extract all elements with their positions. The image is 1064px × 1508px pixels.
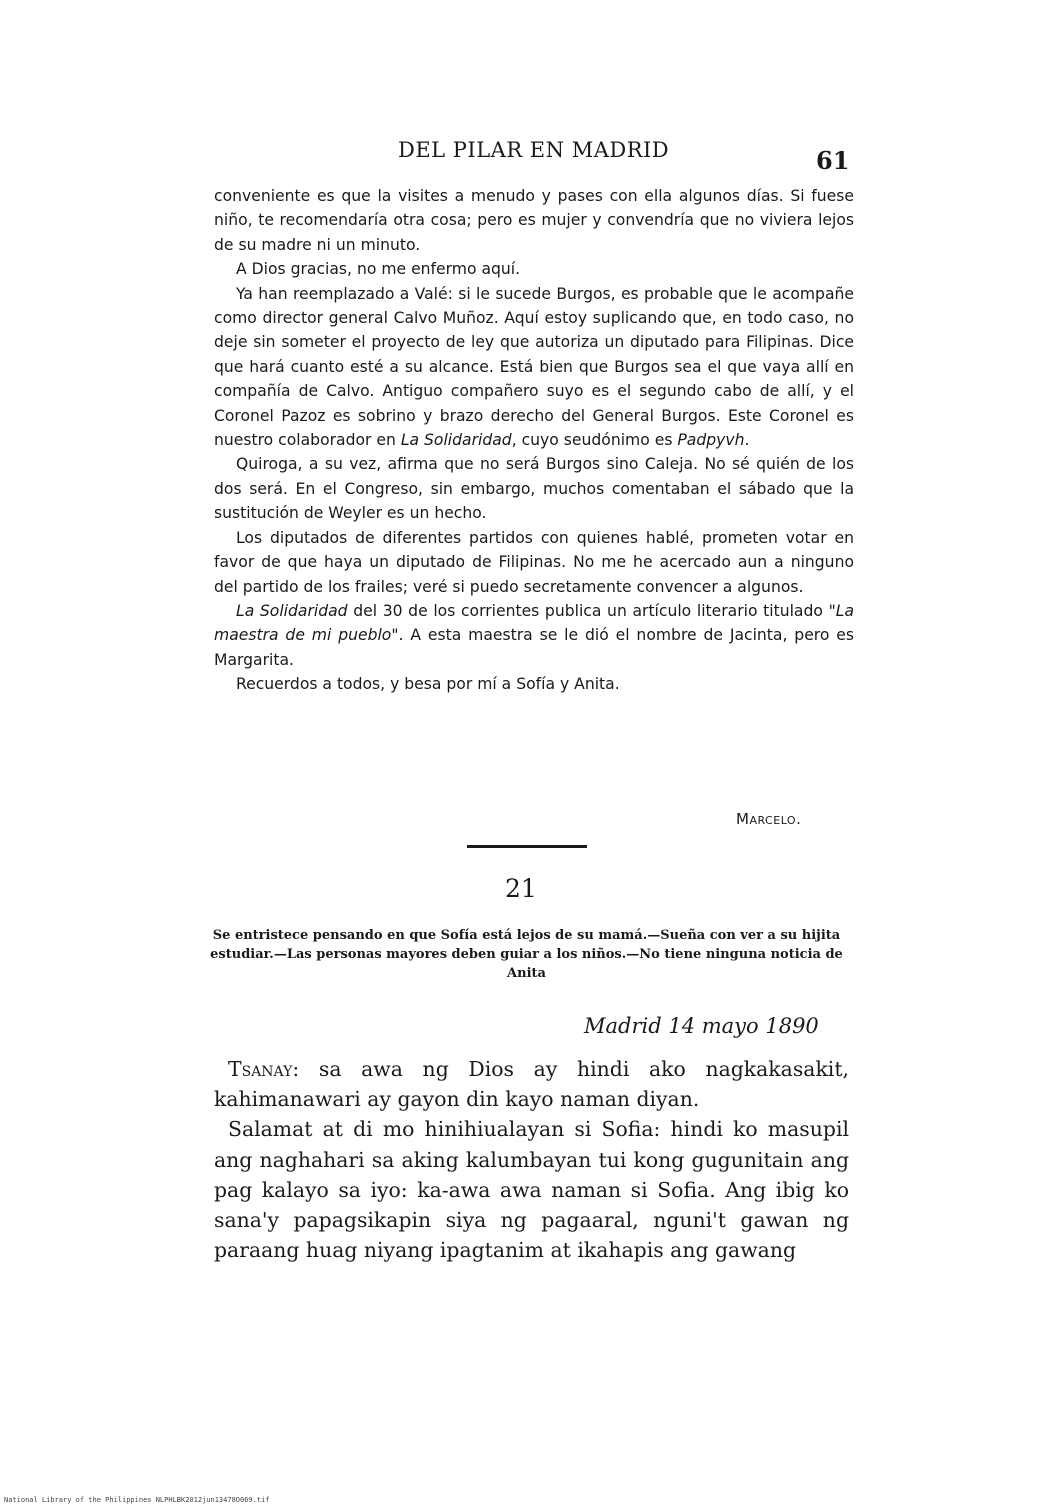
paragraph-text: : sa awa ng Dios ay hindi ako nagkakasakit, kahimanawari ay gayon din kayo naman diyan. [214,1057,849,1112]
paragraph [214,599,854,672]
paragraph-text: . [744,431,750,450]
paragraph [214,282,854,453]
addressee: Tsanay [228,1057,293,1081]
page-number: 61 [816,146,850,175]
paragraph [214,1054,849,1114]
paragraph: Los diputados de diferentes partidos con quienes hablé, prometen votar en favor de que haya un diputado de Filipinas. No me he acercado aun a ninguno del partido de los frailes; veré si puedo secretamente convencer a algunos. [214,528,854,596]
signature: Marcelo. [736,810,802,828]
paragraph-text: , cuyo seudónimo es [511,431,678,450]
paragraph-text: . A esta maestra se le dió el nombre de Jacinta, pero es Margarita. [214,626,855,669]
paragraph: Salamat at di mo hinihiualayan si Sofia: hindi ko masupil ang naghahari sa aking kalumbayan tui kong gugunitain ang pag kalayo sa iyo: ka-awa awa naman si Sofia. Ang ibig ko sana'y papagsikapin siya ng pagaaral, nguni't gawan ng paraang huag niyang ipagtanim at ikahapis ang gawang [214,1117,849,1263]
pseudonym: Padpyvh [677,431,745,450]
spanish-letter-body [214,184,854,697]
paragraph: Recuerdos a todos, y besa por mí a Sofía y Anita. [236,675,620,694]
paragraph: A Dios gracias, no me enfermo aquí. [236,260,521,279]
scan-footer: National Library of the Philippines NLPHLBK2012jun13478O069.tif [4,1496,270,1504]
letter-number: 21 [505,874,537,903]
paragraph-text: Ya han reemplazado a Valé: si le sucede Burgos, es probable que le acompañe como director general Calvo Muñoz. Aquí estoy suplicando que, en todo caso, no deje sin someter el proyecto de ley que autoriza un diputado para Filipinas. Dice que hará cuanto esté a su alcance. Está bien que Burgos sea el que vaya allí en compañía de Calvo. Antiguo compañero suyo es el segundo cabo de allí, y el Coronel Pazoz es sobrino y brazo derecho del General Burgos. Este Coronel es nuestro colaborador en [214,284,854,450]
paragraph-text: del 30 de los corrientes publica un artículo literario titulado [353,601,829,620]
paragraph: Quiroga, a su vez, afirma que no será Burgos sino Caleja. No sé quién de los dos será. En el Congreso, sin embargo, muchos comentaban el sábado que la sustitución de Weyler es un hecho. [214,455,854,523]
periodical-title: La Solidaridad [400,431,512,450]
letter-summary: Se entristece pensando en que Sofía está lejos de su mamá.—Sueña con ver a su hijita estudiar.—Las personas mayores deben guiar a los niños.—No tiene ninguna noticia de Anita [210,928,843,981]
section-divider [467,845,587,848]
periodical-title: La Solidaridad [236,601,348,620]
dateline: Madrid 14 mayo 1890 [584,1014,819,1038]
tagalog-letter-body [214,1054,849,1265]
article-title: "La maestra de mi pueblo" [214,601,854,645]
running-title: DEL PILAR EN MADRID [398,138,670,162]
paragraph: conveniente es que la visites a menudo y pases con ella algunos días. Si fuese niño, te recomendaría otra cosa; pero es mujer y convendría que no viviera lejos de su madre ni un minuto. [214,187,854,254]
